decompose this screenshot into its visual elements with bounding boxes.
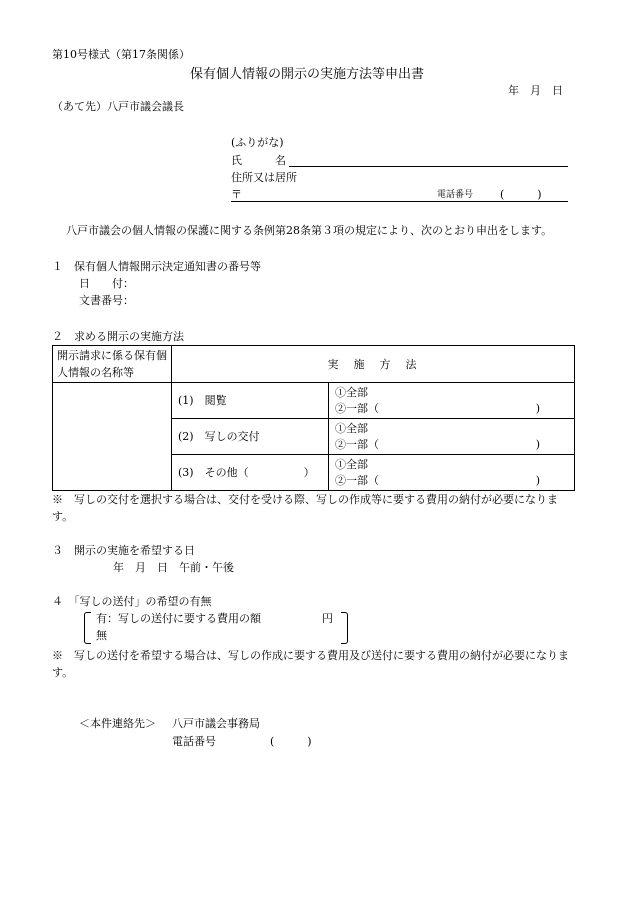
option-partial[interactable] — [335, 437, 568, 453]
contact-phone-label: 電話番号 — [172, 735, 216, 748]
method-header: 実 施 方 法 — [172, 346, 575, 383]
option-partial-close: ) — [535, 473, 540, 487]
mailing-fee-note: ※ 写しの送付を希望する場合は、写しの作成に要する費用及び送付に要する費用の納付が必要になります。 — [52, 649, 569, 679]
option-all[interactable]: ①全部 — [335, 421, 368, 435]
option-partial-label: ②一部（ — [335, 473, 379, 487]
name-label: 氏 名 — [231, 154, 286, 167]
bracket-right — [341, 612, 348, 644]
applicant-phone-paren[interactable]: ( ) — [500, 188, 542, 201]
method-copy-options[interactable] — [329, 419, 575, 455]
method-table — [52, 345, 575, 491]
info-name-header: 開示請求に係る保有個人情報の名称等 — [53, 346, 172, 383]
mailing-option-no[interactable]: 無 — [96, 629, 107, 642]
method-other[interactable]: (3) その他（ ） — [172, 455, 329, 491]
address-field[interactable] — [231, 201, 568, 202]
contact-phone-paren[interactable]: ( ) — [270, 735, 312, 748]
bracket-left — [84, 612, 91, 644]
section3-heading: ３ 開示の実施を希望する日 — [52, 544, 195, 557]
copy-fee-note: ※ 写しの交付を選択する場合は、交付を受ける際、写しの作成等に要する費用の納付が必要になります。 — [52, 493, 558, 523]
mailing-option-yes[interactable]: 有：写しの送付に要する費用の額 — [96, 612, 261, 625]
option-partial[interactable] — [335, 473, 568, 489]
option-partial-close: ) — [535, 401, 540, 415]
contact-label: ＜本件連絡先＞ — [79, 717, 156, 730]
option-partial[interactable] — [335, 401, 568, 417]
desired-date-line[interactable]: 年 月 日 午前・午後 — [113, 561, 234, 574]
notice-date-label[interactable]: 日 付： — [79, 277, 134, 290]
furigana-label: (ふりがな) — [231, 136, 284, 149]
addressee: （あて先）八戸市議会議長 — [52, 100, 184, 113]
option-all[interactable]: ①全部 — [335, 385, 368, 399]
mailing-yen: 円 — [322, 612, 333, 625]
postal-mark: 〒 — [231, 188, 242, 201]
method-view: (1) 閲覧 — [172, 383, 329, 419]
intro-text: 八戸市議会の個人情報の保護に関する条例第28条第３項の規定により、次のとおり申出をします。 — [66, 224, 553, 237]
section2-heading: ２ 求める開示の実施方法 — [52, 330, 184, 343]
section4-heading: ４ 「写しの送付」の希望の有無 — [52, 595, 212, 608]
section1-heading: １ 保有個人情報開示決定通知書の番号等 — [52, 260, 261, 273]
address-label: 住所又は居所 — [231, 171, 297, 184]
option-partial-close: ) — [535, 437, 540, 451]
option-partial-label: ②一部（ — [335, 437, 379, 451]
applicant-phone-label: 電話番号 — [437, 190, 474, 200]
method-view-options[interactable] — [329, 383, 575, 419]
method-other-options[interactable] — [329, 455, 575, 491]
info-name-cell[interactable] — [53, 383, 172, 491]
option-partial-label: ②一部（ — [335, 401, 379, 415]
contact-office: 八戸市議会事務局 — [172, 717, 260, 730]
date-line[interactable]: 年 月 日 — [508, 84, 563, 97]
name-field[interactable] — [289, 166, 568, 167]
option-all[interactable]: ①全部 — [335, 457, 368, 471]
notice-doc-number-label[interactable]: 文書番号： — [79, 294, 134, 307]
form-number: 第10号様式（第17条関係） — [52, 48, 190, 61]
method-copy: (2) 写しの交付 — [172, 419, 329, 455]
page-title: 保有個人情報の開示の実施方法等申出書 — [190, 67, 425, 82]
